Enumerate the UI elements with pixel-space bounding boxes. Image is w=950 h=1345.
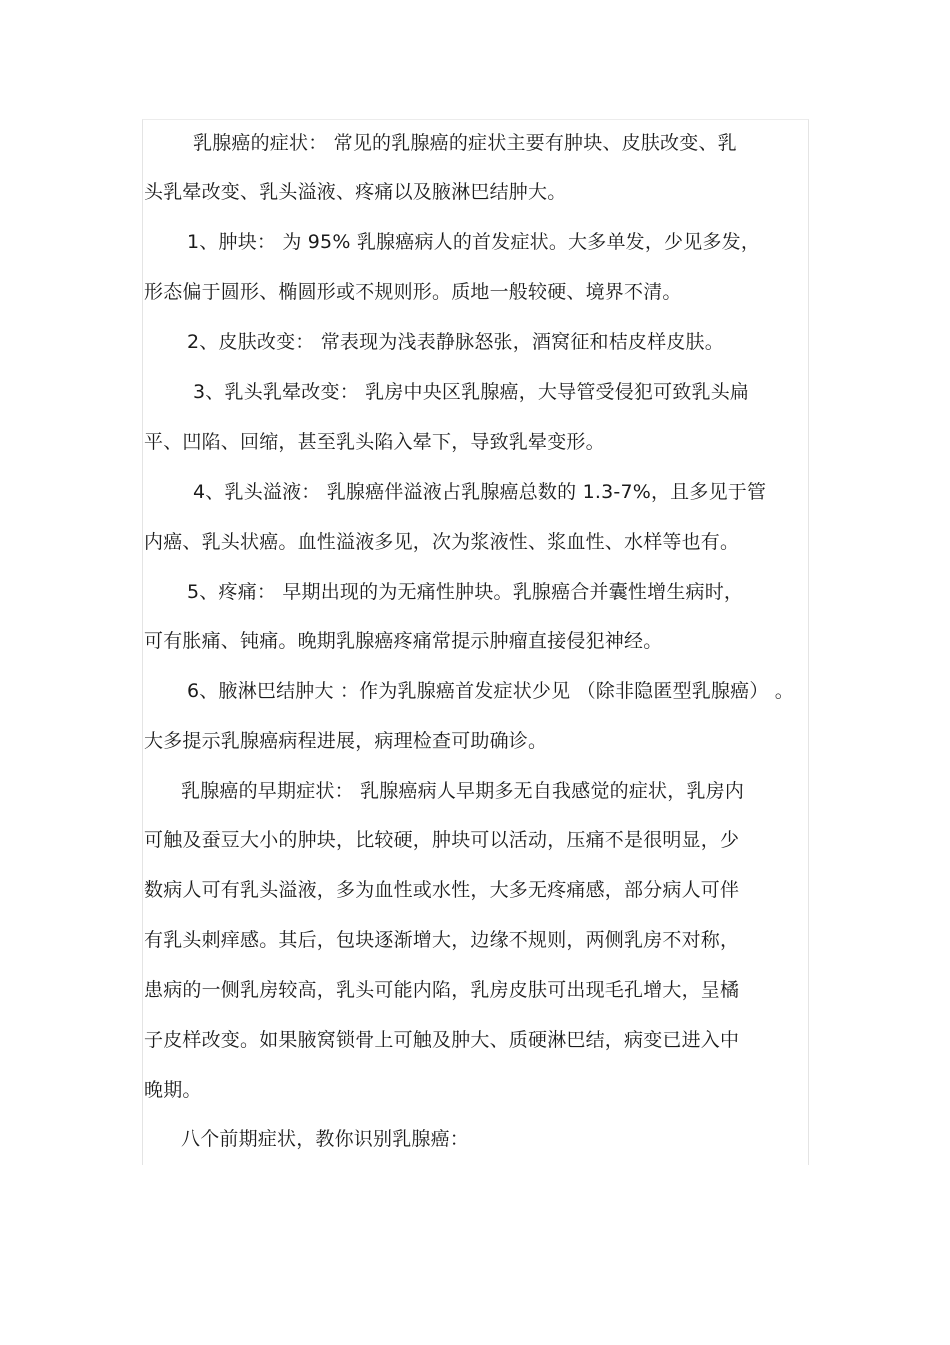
text-line: 乳腺癌的早期症状： 乳腺癌病人早期多无自我感觉的症状，乳房内 — [181, 780, 745, 802]
text-line: 可触及蚕豆大小的肿块，比较硬，肿块可以活动，压痛不是很明显，少 — [144, 829, 740, 851]
text-line: 大多提示乳腺癌病程进展，病理检查可助确诊。 — [144, 730, 548, 752]
text-line: 形态偏于圆形、椭圆形或不规则形。质地一般较硬、境界不清。 — [144, 281, 682, 303]
text-line: 乳腺癌的症状： 常见的乳腺癌的症状主要有肿块、皮肤改变、乳 — [193, 132, 737, 154]
text-line: 八个前期症状，教你识别乳腺癌： — [181, 1128, 470, 1150]
text-line: 可有胀痛、钝痛。晚期乳腺癌疼痛常提示肿瘤直接侵犯神经。 — [144, 630, 663, 652]
text-line: 5、疼痛： 早期出现的为无痛性肿块。乳腺癌合并囊性增生病时， — [187, 581, 744, 603]
text-line: 3、乳头乳晕改变： 乳房中央区乳腺癌，大导管受侵犯可致乳头扁 — [193, 381, 750, 403]
text-line: 4、乳头溢液： 乳腺癌伴溢液占乳腺癌总数的 1.3-7%，且多见于管 — [193, 481, 767, 503]
text-line: 6、腋淋巴结肿大 ：作为乳腺癌首发症状少见 （除非隐匿型乳腺癌） 。 — [187, 680, 795, 702]
text-line: 数病人可有乳头溢液，多为血性或水性，大多无疼痛感，部分病人可伴 — [144, 879, 740, 901]
text-line: 平、凹陷、回缩，甚至乳头陷入晕下，导致乳晕变形。 — [144, 431, 605, 453]
text-line: 子皮样改变。如果腋窝锁骨上可触及肿大、质硬淋巴结，病变已进入中 — [144, 1029, 740, 1051]
text-line: 有乳头刺痒感。其后，包块逐渐增大，边缘不规则，两侧乳房不对称， — [144, 929, 740, 951]
text-line: 头乳晕改变、乳头溢液、疼痛以及腋淋巴结肿大。 — [144, 181, 567, 203]
text-line: 晚期。 — [144, 1079, 202, 1101]
text-line: 患病的一侧乳房较高，乳头可能内陷，乳房皮肤可出现毛孔增大，呈橘 — [144, 979, 740, 1001]
text-line: 2、皮肤改变： 常表现为浅表静脉怒张，酒窝征和桔皮样皮肤。 — [187, 331, 724, 353]
text-line: 1、肿块： 为 95% 乳腺癌病人的首发症状。大多单发，少见多发， — [187, 231, 761, 253]
text-line: 内癌、乳头状癌。血性溢液多见，次为浆液性、浆血性、水样等也有。 — [144, 531, 740, 553]
